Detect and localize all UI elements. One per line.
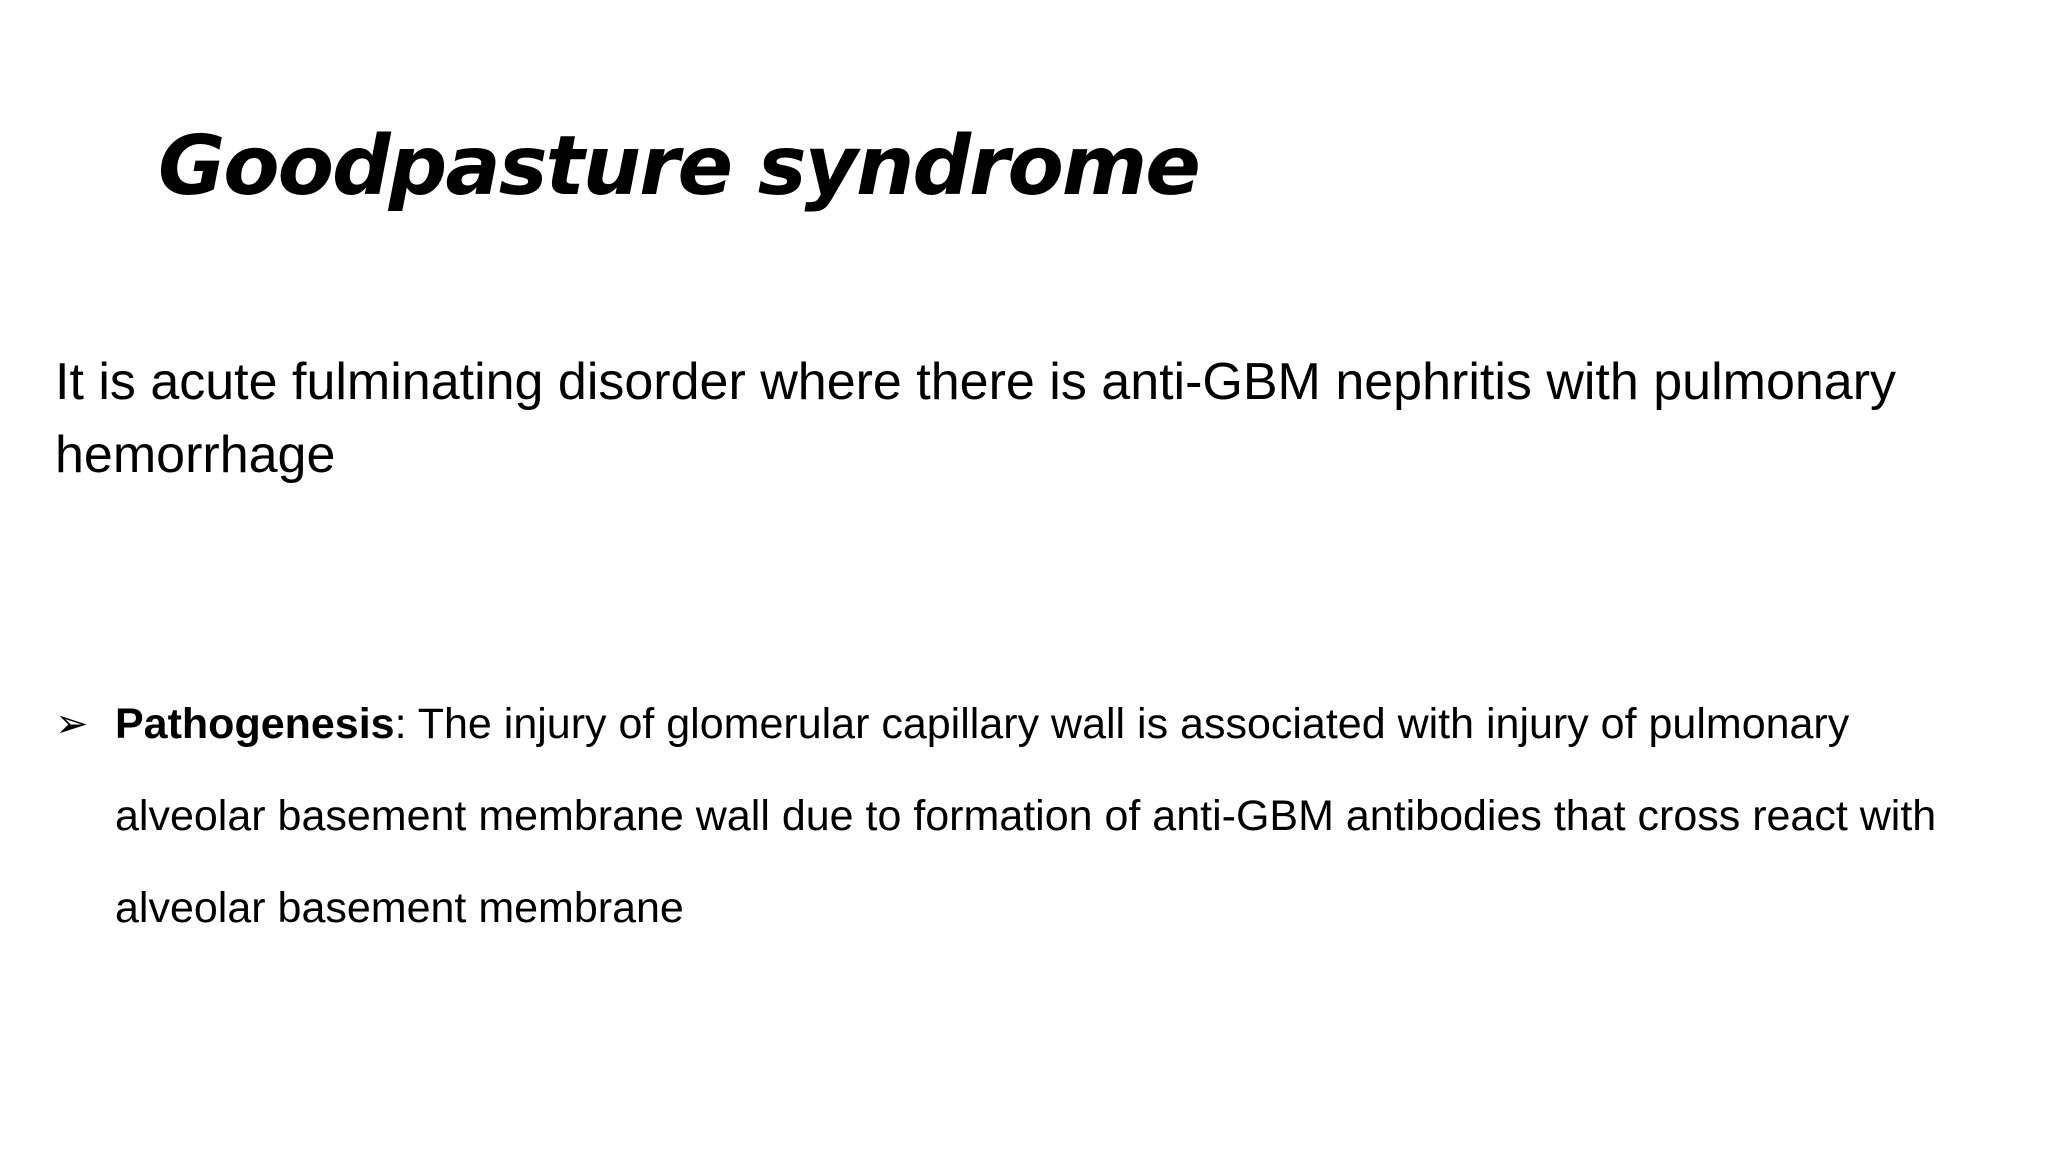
arrow-bullet-icon: ➢ [55,701,89,747]
bullet-separator: : [394,700,418,748]
intro-paragraph: It is acute fulminating disorder where there is anti-GBM nephritis with pulmonary hemorrhage [55,353,1897,484]
bullet-item-pathogenesis [115,678,2005,954]
slide-title: Goodpasture syndrome [158,119,1199,214]
bullet-term: Pathogenesis [115,700,395,748]
bullet-description: The injury of glomerular capillary wall is associated with injury of pulmonary alveolar basement membrane wall due to formation of anti-GBM antibodies that cross react with alveolar basement membrane [115,700,1937,932]
